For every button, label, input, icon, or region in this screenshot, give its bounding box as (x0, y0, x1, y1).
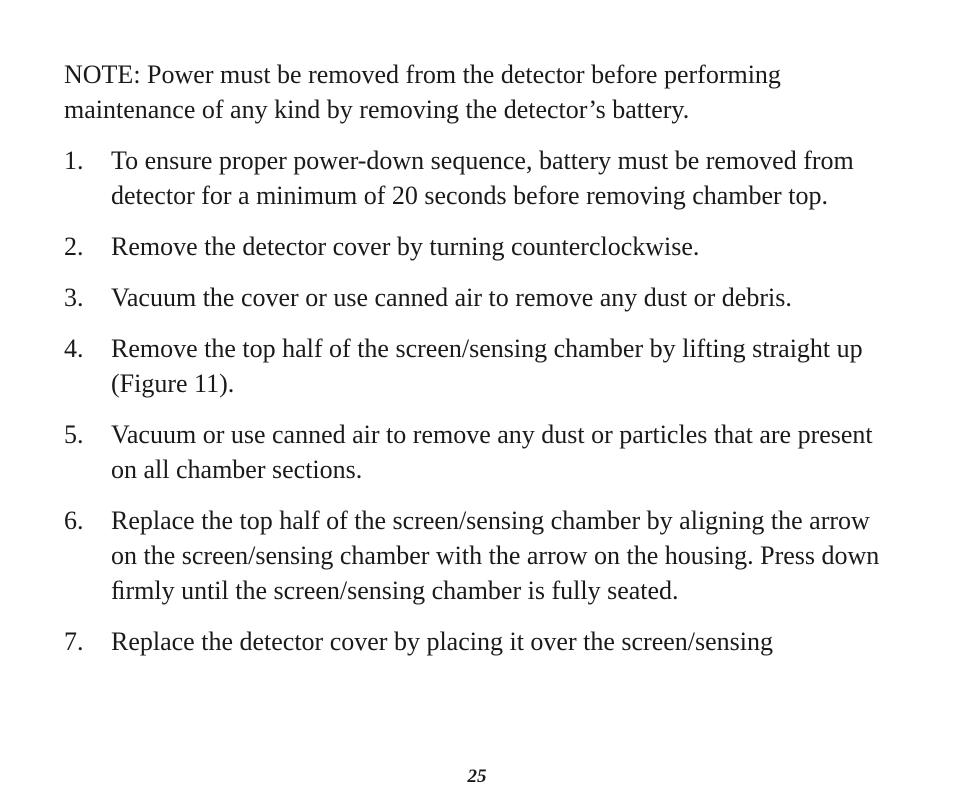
step-item (64, 143, 884, 213)
step-item (64, 331, 884, 401)
step-text: Vacuum or use canned air to remove any dust or particles that are present on all chamber sections. (111, 420, 873, 484)
step-number: 3. (64, 283, 84, 312)
step-text: Remove the top half of the screen/sensing chamber by lifting straight up (Figure 11). (111, 334, 863, 398)
step-text: Remove the detector cover by turning counterclockwise. (111, 232, 700, 261)
maintenance-note: NOTE: Power must be removed from the detector before performing maintenance of any kind by removing the detector’s battery. (64, 60, 781, 124)
step-item (64, 417, 884, 487)
step-item (64, 280, 884, 315)
step-number: 5. (64, 420, 84, 449)
step-number: 6. (64, 506, 84, 535)
step-number: 1. (64, 146, 84, 175)
step-text: Replace the top half of the screen/sensing chamber by aligning the arrow on the screen/sensing chamber with the arrow on the housing. Press down ﬁrmly until the screen/sensing chamber is fully seated. (111, 506, 880, 605)
step-item (64, 624, 884, 659)
step-number: 4. (64, 334, 84, 363)
page-body (64, 57, 884, 675)
step-number: 2. (64, 232, 84, 261)
page-number: 25 (467, 766, 487, 787)
maintenance-steps-list (64, 143, 884, 659)
step-item (64, 503, 884, 608)
step-text: To ensure proper power-down sequence, battery must be removed from detector for a minimum of 20 seconds before removing chamber top. (111, 146, 854, 210)
step-text: Vacuum the cover or use canned air to remove any dust or debris. (111, 283, 792, 312)
step-number: 7. (64, 627, 84, 656)
step-item (64, 229, 884, 264)
step-text: Replace the detector cover by placing it over the screen/sensing (111, 627, 774, 656)
